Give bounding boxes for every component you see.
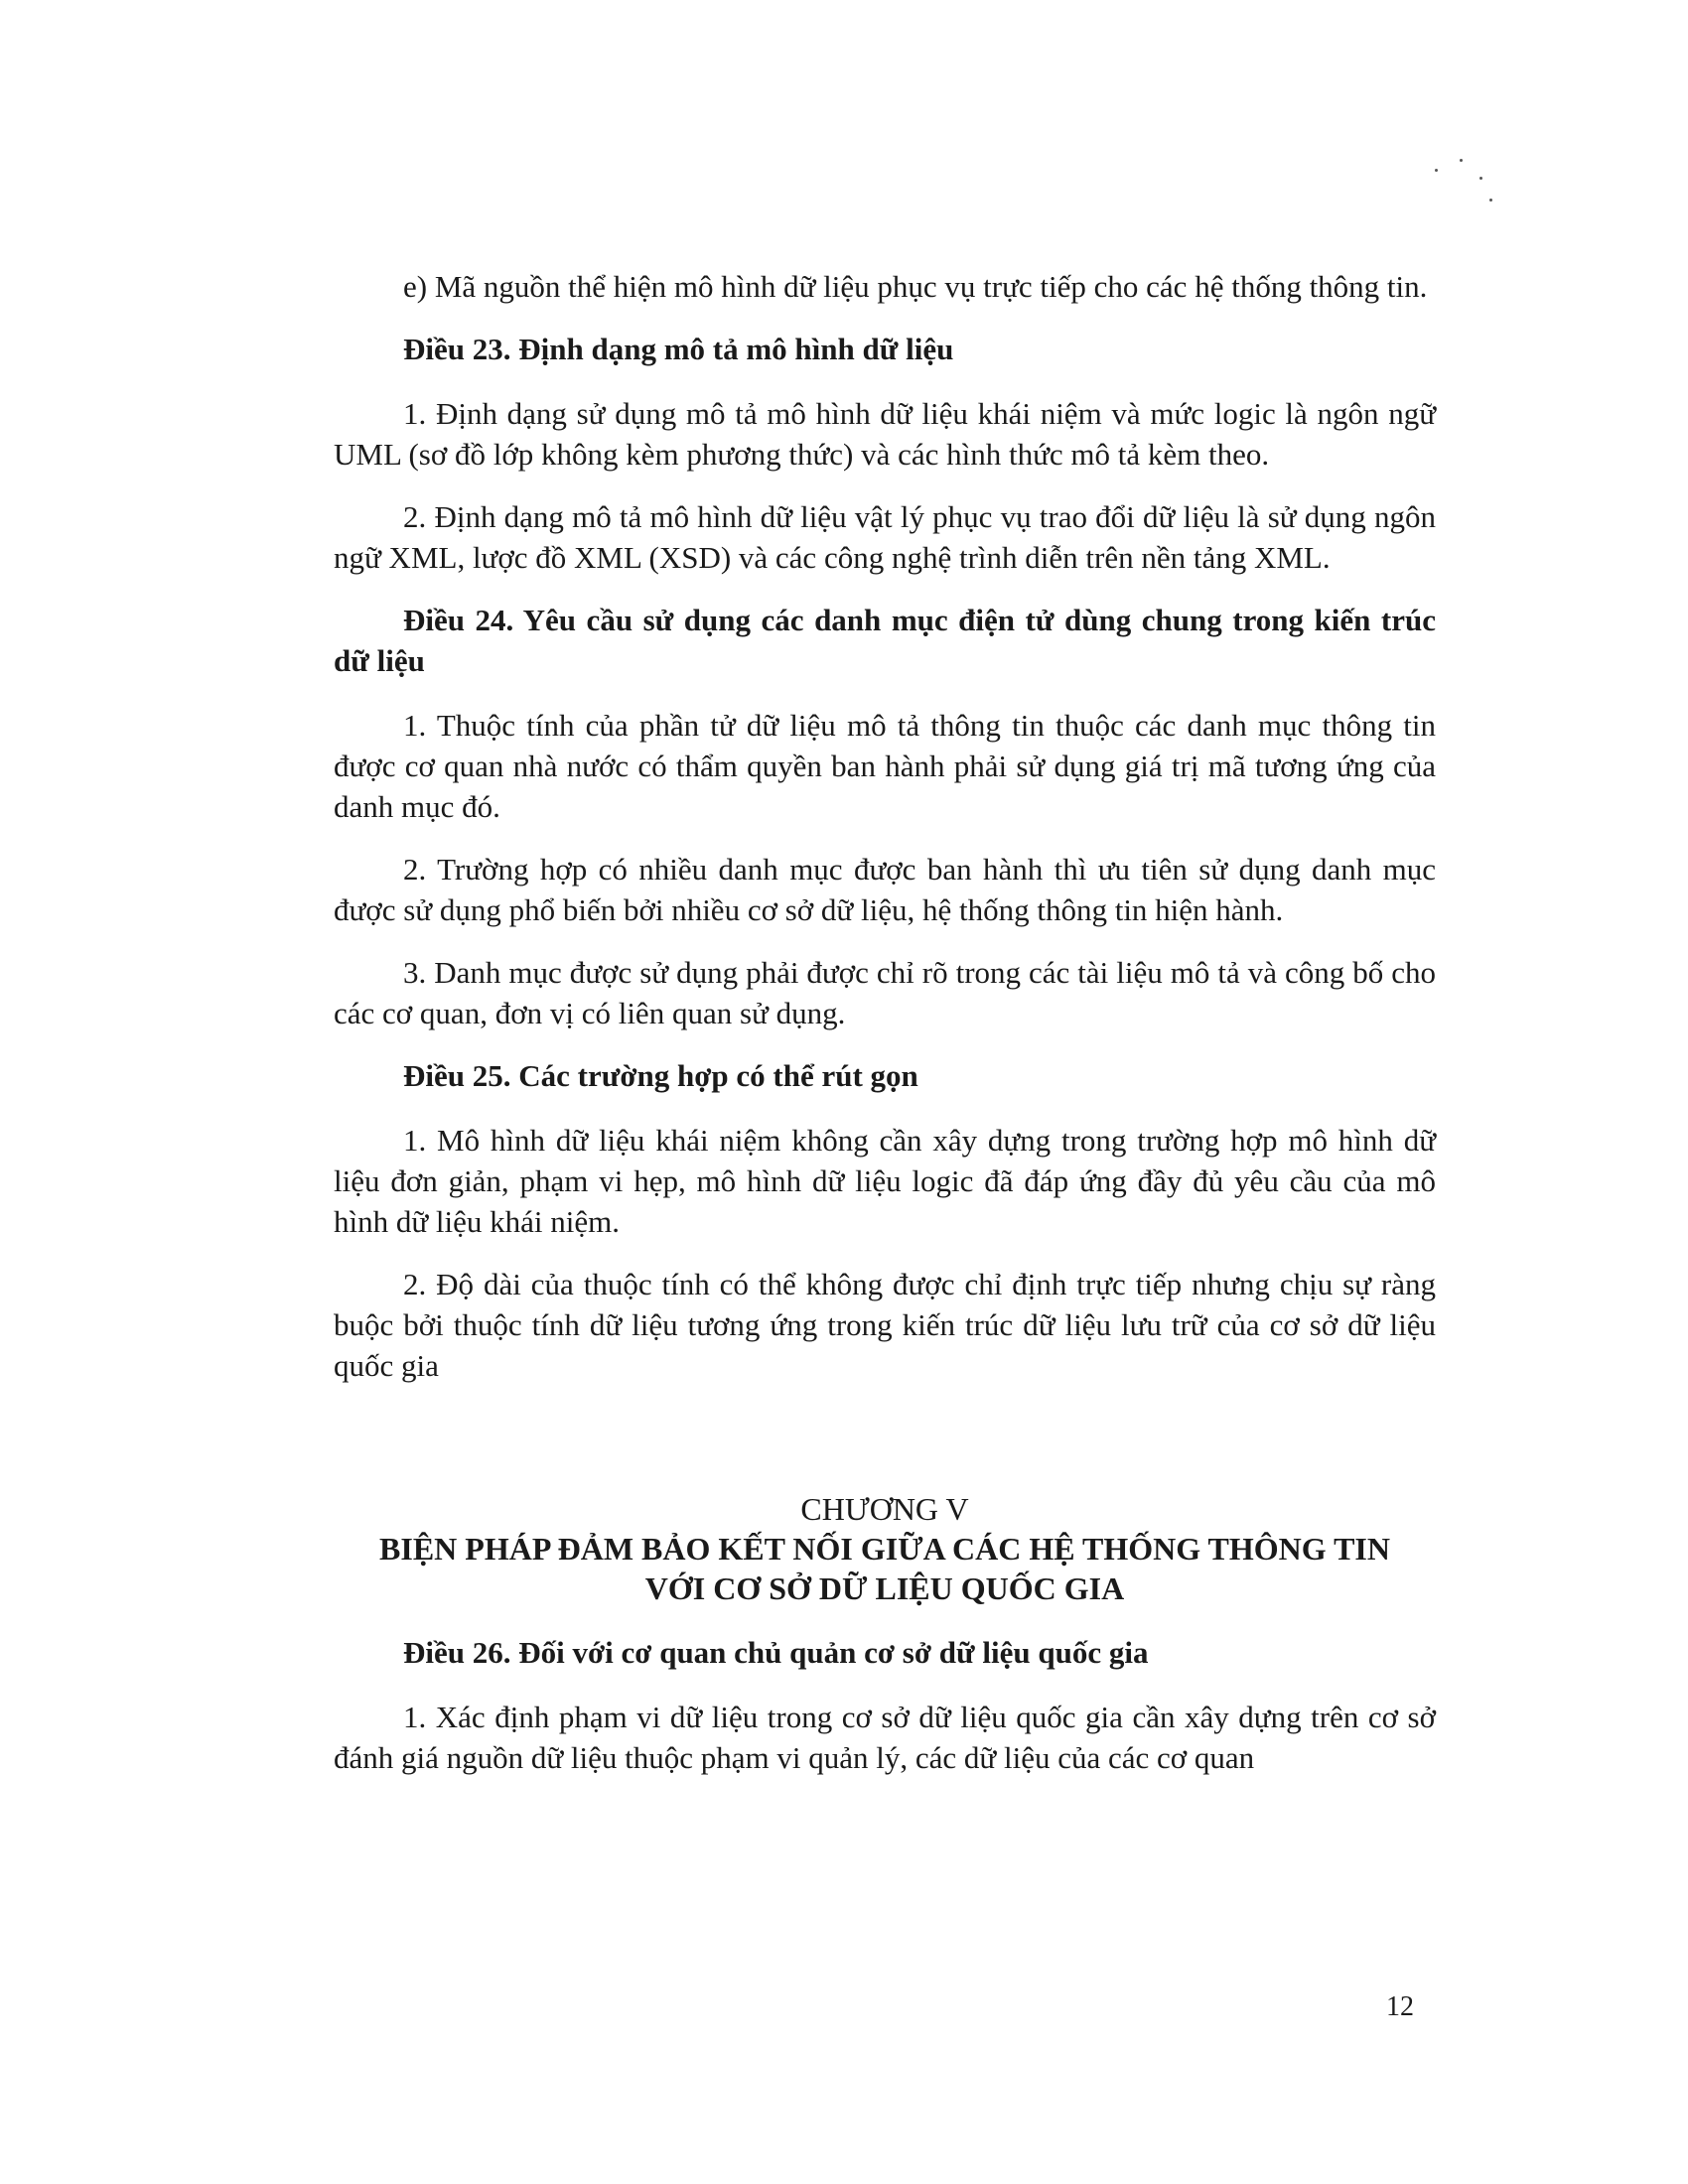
- chapter-heading: [334, 1489, 1436, 1608]
- chapter-number: CHƯƠNG V: [800, 1491, 969, 1527]
- page-number: 12: [1386, 1991, 1414, 2022]
- chapter-title-line-2: VỚI CƠ SỞ DỮ LIỆU QUỐC GIA: [644, 1570, 1125, 1606]
- scan-speck: [1435, 169, 1438, 172]
- paragraph-25-2: 2. Độ dài của thuộc tính có thể không được chỉ định trực tiếp nhưng chịu sự ràng buộc bởi thuộc tính dữ liệu tương ứng trong kiến trúc dữ liệu lưu trữ của cơ sở dữ liệu quốc gia: [334, 1267, 1436, 1383]
- chapter-title-line-1: BIỆN PHÁP ĐẢM BẢO KẾT NỐI GIỮA CÁC HỆ THỐNG THÔNG TIN: [379, 1531, 1390, 1567]
- paragraph-24-1: 1. Thuộc tính của phần tử dữ liệu mô tả thông tin thuộc các danh mục thông tin được cơ quan nhà nước có thẩm quyền ban hành phải sử dụng giá trị mã tương ứng của danh mục đó.: [334, 708, 1436, 824]
- paragraph-24-2: 2. Trường hợp có nhiều danh mục được ban hành thì ưu tiên sử dụng danh mục được sử dụng phổ biến bởi nhiều cơ sở dữ liệu, hệ thống thông tin hiện hành.: [334, 852, 1436, 927]
- article-26-heading: Điều 26. Đối với cơ quan chủ quản cơ sở dữ liệu quốc gia: [403, 1635, 1149, 1670]
- paragraph-23-2: 2. Định dạng mô tả mô hình dữ liệu vật lý phục vụ trao đổi dữ liệu là sử dụng ngôn ngữ XML, lược đồ XML (XSD) và các công nghệ trình diễn trên nền tảng XML.: [334, 499, 1436, 575]
- document-body: [334, 266, 1436, 1800]
- paragraph-23-1: 1. Định dạng sử dụng mô tả mô hình dữ liệu khái niệm và mức logic là ngôn ngữ UML (sơ đồ lớp không kèm phương thức) và các hình thức mô tả kèm theo.: [334, 396, 1436, 472]
- article-24-heading: Điều 24. Yêu cầu sử dụng các danh mục điện tử dùng chung trong kiến trúc dữ liệu: [334, 603, 1436, 678]
- paragraph-24-3: 3. Danh mục được sử dụng phải được chỉ rõ trong các tài liệu mô tả và công bố cho các cơ quan, đơn vị có liên quan sử dụng.: [334, 955, 1436, 1030]
- paragraph-25-1: 1. Mô hình dữ liệu khái niệm không cần xây dựng trong trường hợp mô hình dữ liệu đơn giản, phạm vi hẹp, mô hình dữ liệu logic đã đáp ứng đầy đủ yêu cầu của mô hình dữ liệu khái niệm.: [334, 1123, 1436, 1239]
- paragraph-26-1: 1. Xác định phạm vi dữ liệu trong cơ sở dữ liệu quốc gia cần xây dựng trên cơ sở đánh giá nguồn dữ liệu thuộc phạm vi quản lý, các dữ liệu của các cơ quan: [334, 1700, 1436, 1775]
- scan-speck: [1479, 177, 1482, 180]
- article-25-heading: Điều 25. Các trường hợp có thể rút gọn: [403, 1058, 918, 1093]
- article-23-heading: Điều 23. Định dạng mô tả mô hình dữ liệu: [403, 332, 954, 366]
- paragraph-e-source-code: e) Mã nguồn thể hiện mô hình dữ liệu phục vụ trực tiếp cho các hệ thống thông tin.: [403, 269, 1428, 304]
- scan-speck: [1489, 199, 1492, 202]
- scan-speck: [1460, 159, 1463, 162]
